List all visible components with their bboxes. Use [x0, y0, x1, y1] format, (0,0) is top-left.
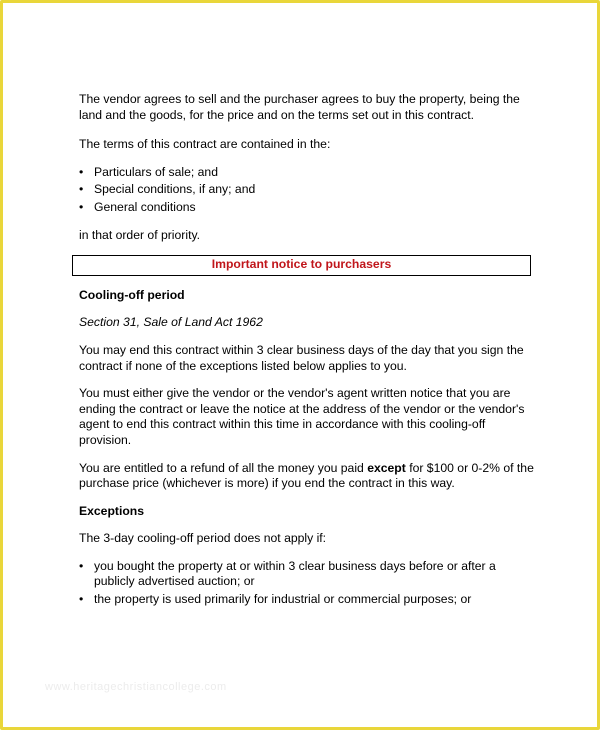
exceptions-list-item: • the property is used primarily for industrial or commercial purposes; or	[79, 592, 535, 608]
cooling-off-paragraph-2: You must either give the vendor or the vendor's agent written notice that you are ending the contract or leave the notice at the address of the vendor or the vendor's agent to end this contract within this time in accordance with this cooling-off provision.	[79, 386, 525, 447]
exceptions-list-item: • you bought the property at or within 3 clear business days before or after a publicly advertised auction; or	[79, 559, 535, 590]
terms-list	[79, 165, 535, 216]
refund-except-bold: except	[367, 460, 406, 475]
refund-text-start: You are entitled to a refund of all the money you paid	[79, 460, 368, 475]
watermark-text: www.heritagechristiancollege.com	[45, 681, 227, 693]
terms-list-item: • General conditions	[79, 200, 535, 216]
cooling-off-section-ref: Section 31, Sale of Land Act 1962	[79, 315, 263, 330]
cooling-off-paragraph-1: You may end this contract within 3 clear business days of the day that you sign the contract if none of the exceptions listed below applies to you.	[79, 342, 524, 373]
terms-list-item: • Special conditions, if any; and	[79, 182, 535, 198]
refund-text-end: for $100 or 0-2% of the purchase price (whichever is more) if you end the contract in this way.	[79, 460, 534, 491]
exceptions-heading: Exceptions	[79, 503, 145, 518]
refund-paragraph	[79, 461, 535, 492]
exceptions-list	[79, 559, 535, 608]
exceptions-intro: The 3-day cooling-off period does not apply if:	[79, 531, 327, 546]
cooling-off-heading: Cooling-off period	[79, 287, 185, 302]
terms-intro: The terms of this contract are contained in the:	[79, 137, 331, 152]
document-page	[79, 92, 535, 610]
intro-paragraph: The vendor agrees to sell and the purchaser agrees to buy the property, being the land and the goods, for the price and on the terms set out in this contract.	[79, 92, 520, 122]
terms-list-item: • Particulars of sale; and	[79, 165, 535, 181]
priority-text: in that order of priority.	[79, 227, 201, 242]
important-notice-banner: Important notice to purchasers	[72, 255, 531, 276]
